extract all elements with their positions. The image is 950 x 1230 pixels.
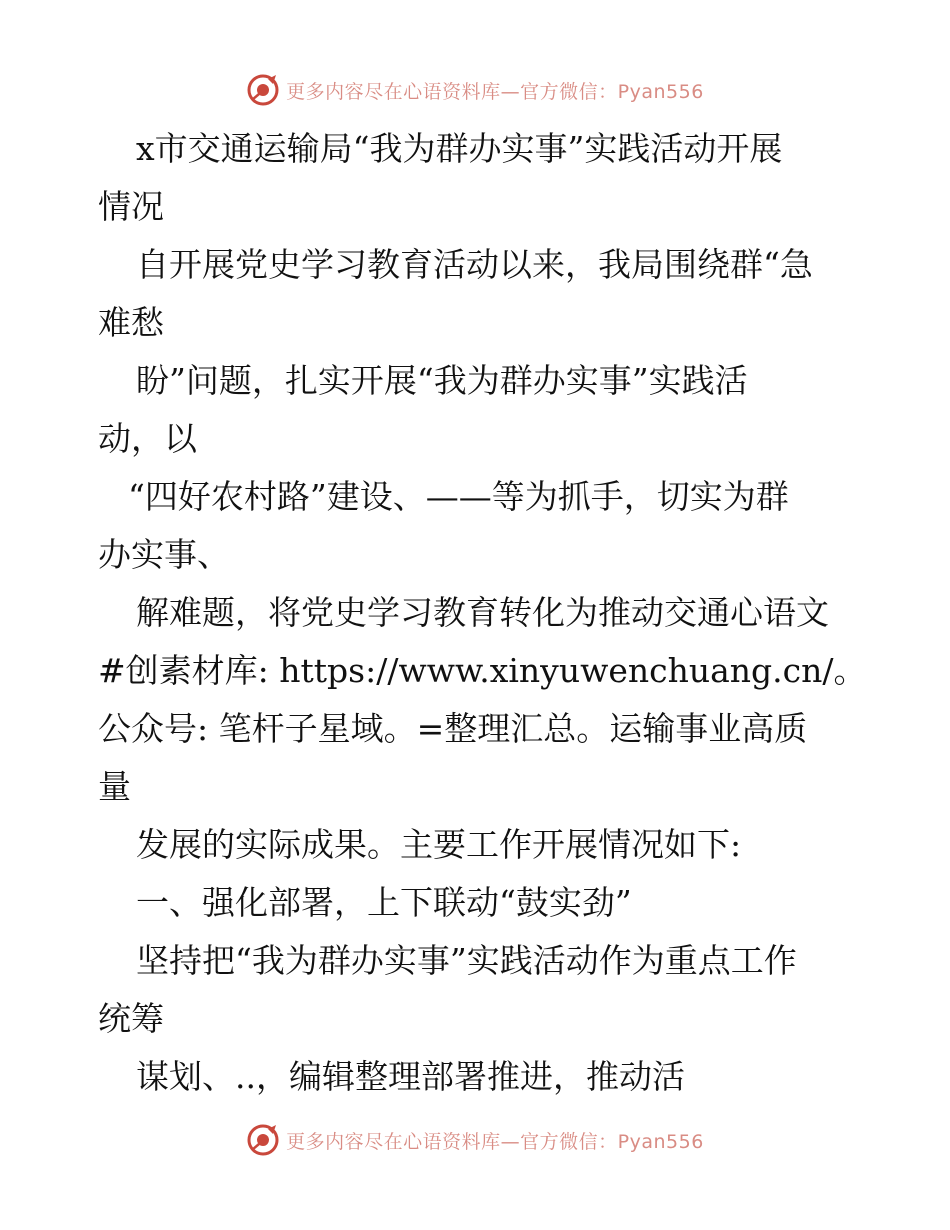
header-watermark (0, 70, 950, 110)
paragraph-line: 难愁 (98, 303, 164, 342)
paragraph-line: “四好农村路”建设、——等为抓手，切实为群 (128, 477, 789, 516)
watermark-text: 更多内容尽在心语资料库—官方微信：Pyan556 (286, 1130, 704, 1153)
paragraph-line: 动，以 (98, 419, 197, 458)
paragraph-line: 公众号: 笔杆子星域。=整理汇总。运输事业高质 (98, 709, 808, 748)
watermark-text: 更多内容尽在心语资料库—官方微信：Pyan556 (286, 80, 704, 103)
paragraph-line: 坚持把“我为群办实事”实践活动作为重点工作 (136, 941, 797, 980)
paragraph-line: 解难题，将党史学习教育转化为推动交通心语文 (136, 593, 829, 632)
paragraph-line: 自开展党史学习教育活动以来，我局围绕群“急 (136, 245, 813, 284)
paragraph-line: 盼”问题，扎实开展“我为群办实事”实践活 (136, 361, 748, 400)
footer-watermark (0, 1120, 950, 1160)
document-body (98, 120, 898, 1106)
paragraph-line: 量 (98, 767, 131, 806)
section-heading: 一、强化部署，上下联动“鼓实劲” (136, 883, 632, 922)
paragraph-line: 统筹 (98, 999, 164, 1038)
paragraph-line: 发展的实际成果。主要工作开展情况如下: (136, 825, 742, 864)
document-title-line: 情况 (98, 187, 164, 226)
paragraph-line: 谋划、..，编辑整理部署推进，推动活 (136, 1057, 685, 1096)
pen-logo-icon (246, 73, 280, 107)
paragraph-line: 办实事、 (98, 535, 230, 574)
paragraph-line: #创素材库: https://www.xinyuwenchuang.cn/。 (98, 651, 867, 690)
document-title-line: x市交通运输局“我为群办实事”实践活动开展 (136, 129, 783, 168)
pen-logo-icon (246, 1123, 280, 1157)
